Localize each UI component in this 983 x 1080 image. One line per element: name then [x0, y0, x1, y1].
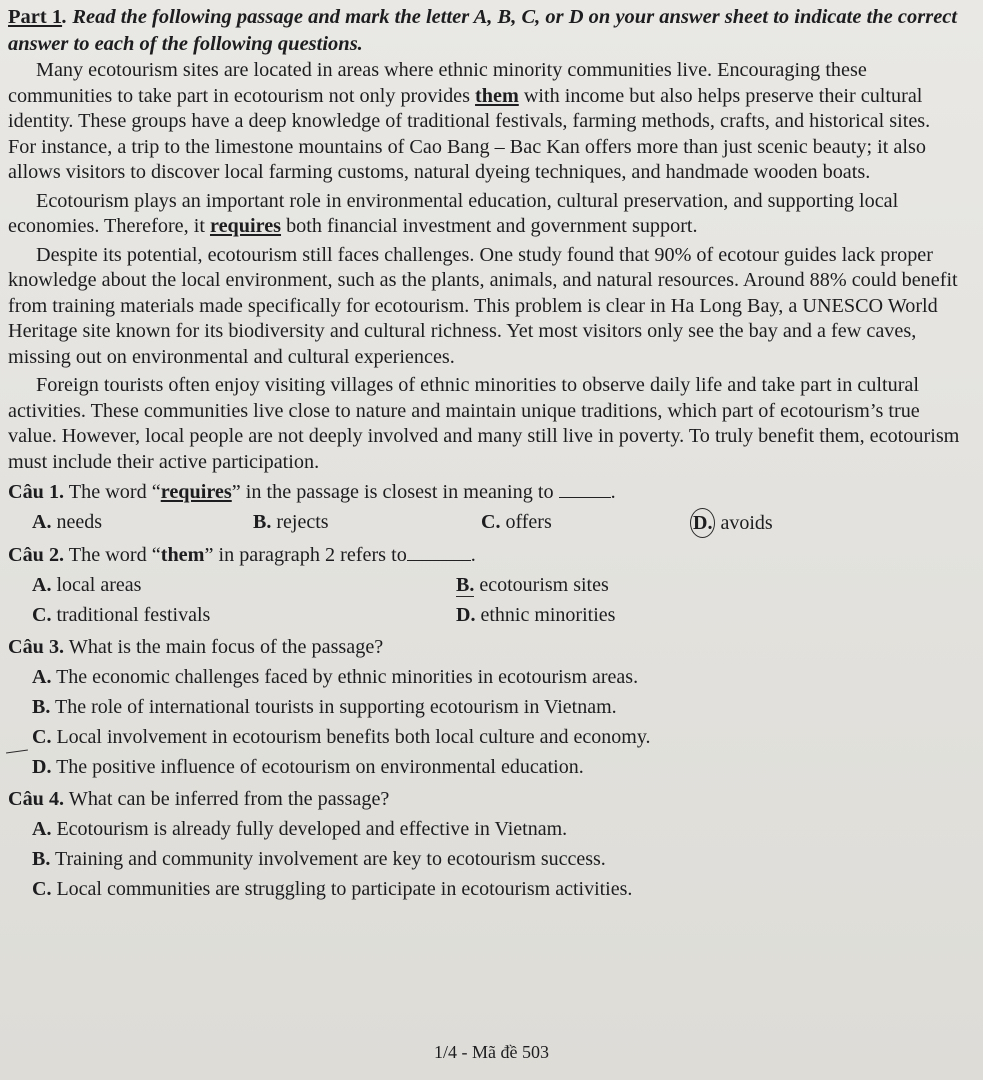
- question-1-number: Câu 1.: [8, 481, 65, 503]
- option-4c[interactable]: C. Local communities are struggling to participate in ecotourism activities.: [32, 878, 633, 900]
- question-4-options: [8, 814, 961, 904]
- paragraph-2: Ecotourism plays an important role in environmental education, cultural preservation, and supporting local economies. Therefore, it requires both financial investment and government support.: [8, 189, 899, 237]
- option-1c[interactable]: C. offers: [481, 511, 552, 533]
- question-3: [8, 634, 961, 782]
- option-4b[interactable]: B. Training and community involvement are key to ecotourism success.: [32, 848, 606, 870]
- keyword-them: them: [475, 84, 519, 107]
- question-4-stem: Câu 4. What can be inferred from the passage?: [8, 788, 390, 810]
- question-2-number: Câu 2.: [8, 544, 65, 566]
- reading-passage: [8, 58, 961, 475]
- option-1b[interactable]: B. rejects: [253, 511, 329, 533]
- option-3c[interactable]: C. Local involvement in ecotourism benefits both local culture and economy.: [8, 722, 961, 752]
- question-3-options: [8, 662, 961, 782]
- question-1-stem: Câu 1. The word “requires” in the passage is closest in meaning to .: [8, 481, 616, 503]
- option-2d[interactable]: D. ethnic minorities: [456, 604, 616, 626]
- question-3-number: Câu 3.: [8, 636, 65, 658]
- option-1a[interactable]: A. needs: [32, 511, 102, 533]
- pen-circle-mark: D.: [690, 508, 715, 538]
- option-2c[interactable]: C. traditional festivals: [32, 604, 211, 626]
- option-2a[interactable]: A. local areas: [32, 574, 142, 596]
- question-3-stem: Câu 3. What is the main focus of the passage?: [8, 636, 384, 658]
- question-1: [8, 479, 961, 538]
- pen-underline-mark: B.: [456, 574, 475, 596]
- paragraph-1: Many ecotourism sites are located in areas where ethnic minority communities live. Encouraging these communities to take part in ecotourism not only provides them with income but also helps preserve their cultural identity. These groups have a deep knowledge of traditional festivals, farming methods, crafts, and historical sites. For instance, a trip to the limestone mountains of Cao Bang – Bac Kan offers more than just scenic beauty; it also allows visitors to discover local farming customs, natural dyeing techniques, and handmade wooden boats.: [8, 59, 931, 183]
- question-2-options: [8, 570, 961, 630]
- option-2b[interactable]: B. ecotourism sites: [456, 574, 609, 596]
- paragraph-3: Despite its potential, ecotourism still faces challenges. One study found that 90% of ecotour guides lack proper knowledge about the local environment, such as the plants, animals, and natural resources. Around 88% could benefit from training materials made specifically for ecotourism. This problem is clear in Ha Long Bay, a UNESCO World Heritage site known for its biodiversity and cultural richness. Yet most visitors only see the bay and a few caves, missing out on environmental and cultural experiences.: [8, 243, 958, 368]
- answer-blank: [407, 560, 471, 561]
- question-2: [8, 542, 961, 630]
- option-3a[interactable]: A. The economic challenges faced by ethnic minorities in ecotourism areas.: [32, 666, 639, 688]
- question-1-options: [8, 508, 961, 538]
- option-1d[interactable]: D. avoids: [693, 508, 773, 538]
- question-2-term: them: [160, 544, 205, 566]
- paragraph-4: Foreign tourists often enjoy visiting villages of ethnic minorities to observe daily life and take part in cultural activities. These communities live close to nature and maintain unique traditions, which part of ecotourism’s true value. However, local people are not deeply involved and many still live in poverty. To truly benefit them, ecotourism must include their active participation.: [8, 374, 960, 473]
- part-label: Part 1: [8, 6, 63, 28]
- keyword-requires: requires: [209, 215, 282, 237]
- option-3b[interactable]: B. The role of international tourists in supporting ecotourism in Vietnam.: [32, 696, 617, 718]
- question-4-number: Câu 4.: [8, 788, 65, 810]
- answer-blank: [559, 497, 611, 498]
- option-3d[interactable]: D. The positive influence of ecotourism on environmental education.: [32, 756, 584, 778]
- page-footer: 1/4 - Mã đề 503: [434, 1042, 549, 1062]
- question-1-term: requires: [160, 481, 232, 503]
- part-instruction: [8, 4, 961, 58]
- question-4: [8, 786, 961, 904]
- instruction-text: . Read the following passage and mark the letter A, B, C, or D on your answer sheet to indicate the correct answer to each of the following questions.: [8, 6, 958, 55]
- question-2-stem: Câu 2. The word “them” in paragraph 2 refers to .: [8, 544, 476, 566]
- option-4a[interactable]: A. Ecotourism is already fully developed and effective in Vietnam.: [32, 818, 568, 840]
